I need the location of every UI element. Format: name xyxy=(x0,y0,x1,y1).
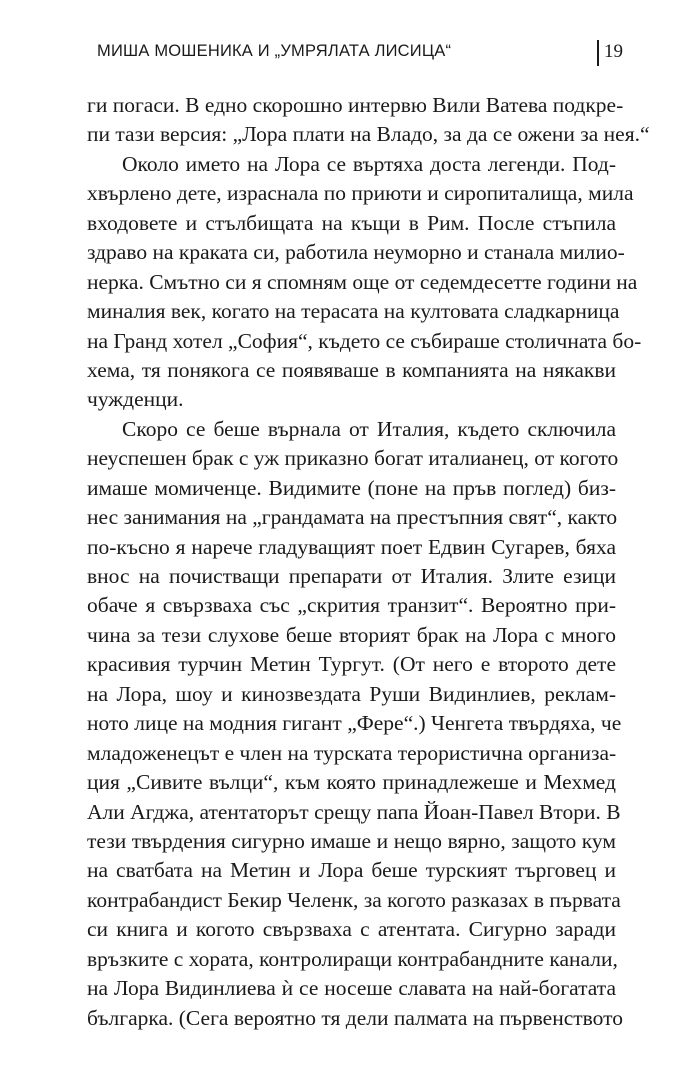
text-line: входовете и стълбищата на къщи в Рим. После стъпила xyxy=(87,210,616,235)
text-line: на Гранд хотел „София“, където се събираше столичната бо- xyxy=(87,328,642,353)
text-line: по-късно я нарече гладуващият поет Едвин Сугарев, бяха xyxy=(87,534,616,559)
body-text xyxy=(87,91,650,1033)
text-line: ното лице на модния гигант „Фере“.) Ченгета твърдяха, че xyxy=(87,711,622,736)
text-line: нерка. Смътно си я спомням още от седемдесетте години на xyxy=(87,269,638,294)
text-line: здраво на краката си, работила неуморно и станала милио- xyxy=(87,240,625,265)
text-line: тези твърдения сигурно имаше и нещо вярно, защото кум xyxy=(87,828,616,853)
text-line: на Лора, шоу и кинозвездата Руши Видинлиев, реклам- xyxy=(87,681,616,706)
header-divider xyxy=(597,40,599,66)
page-number: 19 xyxy=(604,41,623,62)
text-line: връзките с хората, контролиращи контрабандните канали, xyxy=(87,946,618,971)
text-line: обаче я свързваха със „скрития транзит“. Вероятно при- xyxy=(87,593,616,618)
text-line: на Лора Видинлиева ѝ се носеше славата на най-богатата xyxy=(87,976,616,1001)
text-line: красивия турчин Метин Тургут. (От него е второто дете xyxy=(87,652,616,677)
paragraph-start-line: Скоро се беше върнала от Италия, където сключила xyxy=(122,416,616,441)
text-line: внос на почистващи препарати от Италия. Злите езици xyxy=(87,564,616,588)
text-line: неуспешен брак с уж приказно богат италианец, от когото xyxy=(87,446,619,471)
text-line: контрабандист Бекир Челенк, за когото разказах в първата xyxy=(87,887,621,912)
text-line: пи тази версия: „Лора плати на Владо, за да се ожени за нея.“ xyxy=(87,122,650,147)
text-line: миналия век, когато на терасата на култовата сладкарница xyxy=(87,299,620,324)
text-line: ция „Сивите вълци“, към която принадлежеше и Мехмед xyxy=(87,770,616,795)
text-line: си книга и когото свързваха с атентата. Сигурно заради xyxy=(87,917,616,942)
running-header xyxy=(97,40,628,70)
text-line: на сватбата на Метин и Лора беше турският търговец и xyxy=(87,858,616,883)
text-line: имаше момиченце. Видимите (поне на пръв поглед) биз- xyxy=(87,475,616,500)
text-line: чужденци. xyxy=(87,387,184,412)
text-line: хвърлено дете, израснала по приюти и сиропиталища, мила xyxy=(87,181,634,206)
text-line: Али Агджа, атентаторът срещу папа Йоан-Павел Втори. В xyxy=(87,799,621,824)
text-line: чина за тези слухове беше вторият брак на Лора с много xyxy=(87,622,616,647)
text-line: нес занимания на „грандамата на престъпния свят“, както xyxy=(87,505,618,530)
text-line: хема, тя понякога се появяваше в компанията на някакви xyxy=(87,357,616,382)
text-line: младоженецът е член на турската терористична организа- xyxy=(87,740,617,765)
paragraph-start-line: Около името на Лора се въртяха доста легенди. Под- xyxy=(122,151,616,176)
chapter-title: МИША МОШЕНИКА И „УМРЯЛАТА ЛИСИЦА“ xyxy=(97,42,452,60)
text-line: ги погаси. В едно скорошно интервю Вили Ватева подкре- xyxy=(87,93,624,117)
text-line: българка. (Сега вероятно тя дели палмата на първенството xyxy=(87,1005,623,1030)
